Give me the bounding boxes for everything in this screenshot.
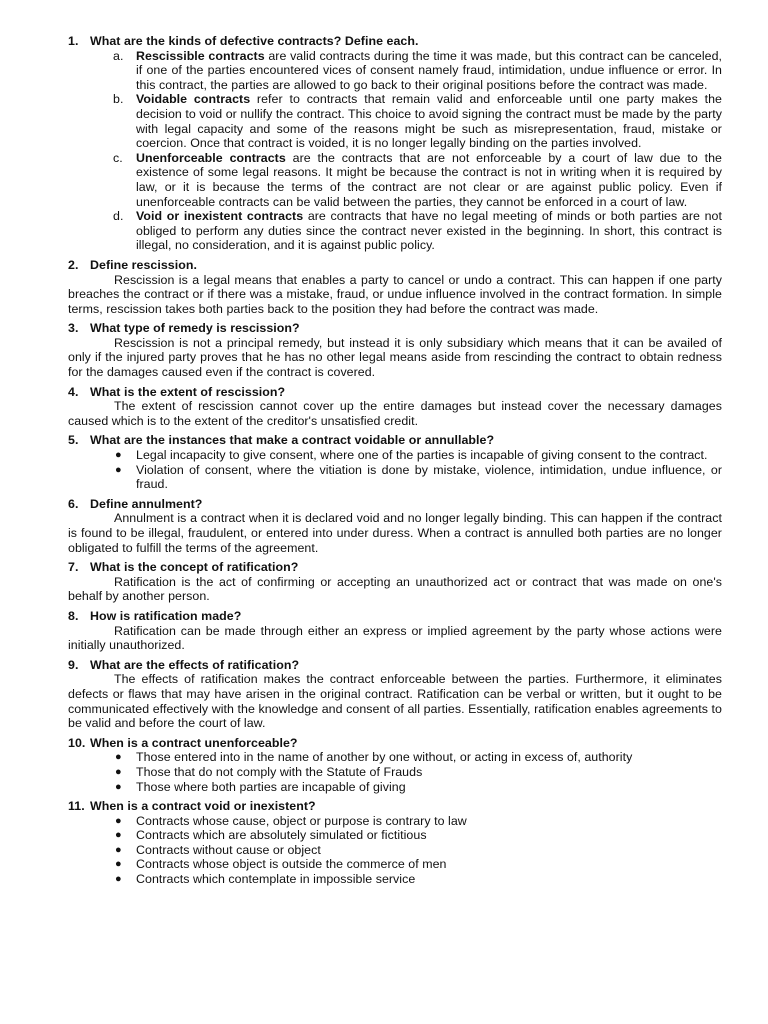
bullet-text: Contracts which are absolutely simulated or fictitious [136, 828, 427, 843]
question-title: What type of remedy is rescission? [90, 321, 300, 336]
bullet-icon: ● [115, 873, 122, 886]
definition-text: are the contracts that are not enforceable by a court of law due to the existence of some legal reasons. It might be because the contract is not in writing when it is required by law, or it is because the terms of the contract are not clear or are against public policy. Even if unenforceable contracts can be valid between the parties, they cannot be enforced in a court of law. [136, 150, 722, 209]
question-number: 6. [68, 496, 79, 511]
bullet-text: Violation of consent, where the vitiation is done by mistake, violence, intimidation, undue influence, or fraud. [136, 462, 722, 492]
bullet-icon: ● [115, 751, 122, 764]
question-5 [68, 433, 722, 491]
bullet-item [90, 872, 722, 887]
definition-item [90, 151, 722, 209]
question-number: 11. [68, 799, 85, 814]
bullet-item [90, 463, 722, 492]
question-title: When is a contract void or inexistent? [90, 799, 316, 814]
question-number: 2. [68, 257, 79, 272]
defined-term: Void or inexistent contracts [136, 209, 304, 224]
bullet-icon: ● [115, 449, 122, 462]
definition-text: are valid contracts during the time it was made, but this contract can be canceled, if one of the parties encountered vices of consent namely fraud, intimidation, undue influence or error. In this contract, the parties are allowed to go back to their original positions before the contract was made. [136, 48, 723, 92]
bullet-text: Those that do not comply with the Statute of Frauds [136, 764, 423, 779]
answer-paragraph: Annulment is a contract when it is declared void and no longer legally binding. This can happen if the contract is found to be illegal, fraudulent, or entered into under duress. When a contract is annulled both parties are no longer obligated to fulfill the terms of the agreement. [68, 511, 722, 555]
definition-text: are contracts that have no legal meeting of minds or both parties are not obliged to perform any duties since the contract never existed in the beginning. In short, this contract is illegal, no consideration, and it is against public policy. [136, 209, 722, 253]
definition-item [90, 49, 722, 93]
question-10 [68, 736, 722, 794]
bullet-text: Those entered into in the name of another by one without, or acting in excess of, authority [136, 750, 633, 765]
definition-text: refer to contracts that remain valid and enforceable until one party makes the decision to void or nullify the contract. This choice to avoid signing the contract must be made by the party with legal capacity and some of the reasons might be such as misrepresentation, fraud, mistake or coercion. Once that contract is voided, it is no longer legally binding on the parties involved. [136, 92, 722, 151]
question-number: 1. [68, 34, 79, 48]
question-number: 10. [68, 735, 86, 750]
question-number: 8. [68, 608, 79, 623]
question-title: What are the instances that make a contract voidable or annullable? [90, 433, 495, 448]
answer-paragraph: The effects of ratification makes the contract enforceable between the parties. Furthermore, it eliminates defects or flaws that may have arisen in the original contract. Ratification can be verbal or written, but it ought to be communicated effectively with the knowledge and consent of all parties. Essentially, ratification enables agreements to be valid and before the court of law. [68, 672, 722, 731]
bullet-text: Contracts which contemplate in impossible service [136, 872, 416, 887]
answer-paragraph: Ratification can be made through either an express or implied agreement by the party whose actions were initially unauthorized. [68, 623, 722, 653]
bullet-icon: ● [115, 463, 122, 476]
answer-paragraph: The extent of rescission cannot cover up the entire damages but instead cover the necessary damages caused which is to the extent of the creditor's unsatisfied credit. [68, 399, 722, 428]
question-title: Define annulment? [90, 496, 203, 511]
question-title: How is ratification made? [90, 608, 242, 623]
bullet-item [90, 750, 722, 765]
item-letter: a. [113, 48, 124, 63]
question-title: When is a contract unenforceable? [90, 735, 298, 750]
question-number: 5. [68, 433, 79, 448]
bullet-text: Contracts whose object is outside the commerce of men [136, 857, 447, 872]
defined-term: Unenforceable contracts [136, 150, 286, 165]
answer-paragraph: Rescission is not a principal remedy, but instead it is only subsidiary which means that it can be availed of only if the injured party proves that he has no other legal means aside from rescinding the contract to obtain redness for the damages caused even if the contract is covered. [68, 335, 722, 380]
bullet-text: Those where both parties are incapable of giving [136, 779, 406, 794]
question-6 [68, 497, 722, 555]
question-number: 4. [68, 384, 79, 399]
question-number: 3. [68, 321, 79, 336]
question-4 [68, 385, 722, 429]
document-body [68, 34, 722, 892]
question-11 [68, 799, 722, 887]
question-title: What is the concept of ratification? [90, 560, 299, 575]
answer-paragraph: Rescission is a legal means that enables a party to cancel or undo a contract. This can happen if one party breaches the contract or if there was a mistake, fraud, or undue influence involved in the contract formation. In simple terms, rescission takes both parties back to the position they had before the contract was made. [68, 272, 722, 316]
item-letter: b. [113, 92, 124, 107]
question-8 [68, 609, 722, 653]
question-1 [68, 34, 722, 253]
bullet-text: Contracts without cause or object [136, 842, 321, 857]
defined-term: Rescissible contracts [136, 48, 265, 63]
definition-item [90, 92, 722, 150]
bullet-item [90, 814, 722, 829]
bullet-item [90, 780, 722, 795]
question-number: 7. [68, 560, 79, 575]
bullet-item [90, 857, 722, 872]
bullet-item [90, 828, 722, 843]
answer-paragraph: Ratification is the act of confirming or accepting an unauthorized act or contract that was made on one's behalf by another person. [68, 574, 722, 604]
bullet-icon: ● [115, 829, 122, 842]
definition-item [90, 209, 722, 253]
bullet-item [90, 765, 722, 780]
bullet-text: Contracts whose cause, object or purpose is contrary to law [136, 813, 467, 828]
bullet-item [90, 448, 722, 463]
bullet-icon: ● [115, 780, 122, 793]
item-letter: c. [113, 150, 123, 165]
question-title: Define rescission. [90, 257, 197, 272]
bullet-icon: ● [115, 765, 122, 778]
question-3 [68, 321, 722, 379]
question-title: What are the effects of ratification? [90, 657, 300, 672]
bullet-item [90, 843, 722, 858]
bullet-text: Legal incapacity to give consent, where one of the parties is incapable of giving consent to the contract. [136, 448, 708, 463]
defined-term: Voidable contracts [136, 92, 251, 107]
question-title: What is the extent of rescission? [90, 384, 286, 399]
question-7 [68, 560, 722, 604]
question-9 [68, 658, 722, 731]
bullet-icon: ● [115, 814, 122, 827]
item-letter: d. [113, 209, 124, 224]
bullet-icon: ● [115, 843, 122, 856]
question-2 [68, 258, 722, 316]
bullet-icon: ● [115, 858, 122, 871]
question-number: 9. [68, 657, 79, 672]
question-title: What are the kinds of defective contracts? Define each. [90, 34, 419, 48]
